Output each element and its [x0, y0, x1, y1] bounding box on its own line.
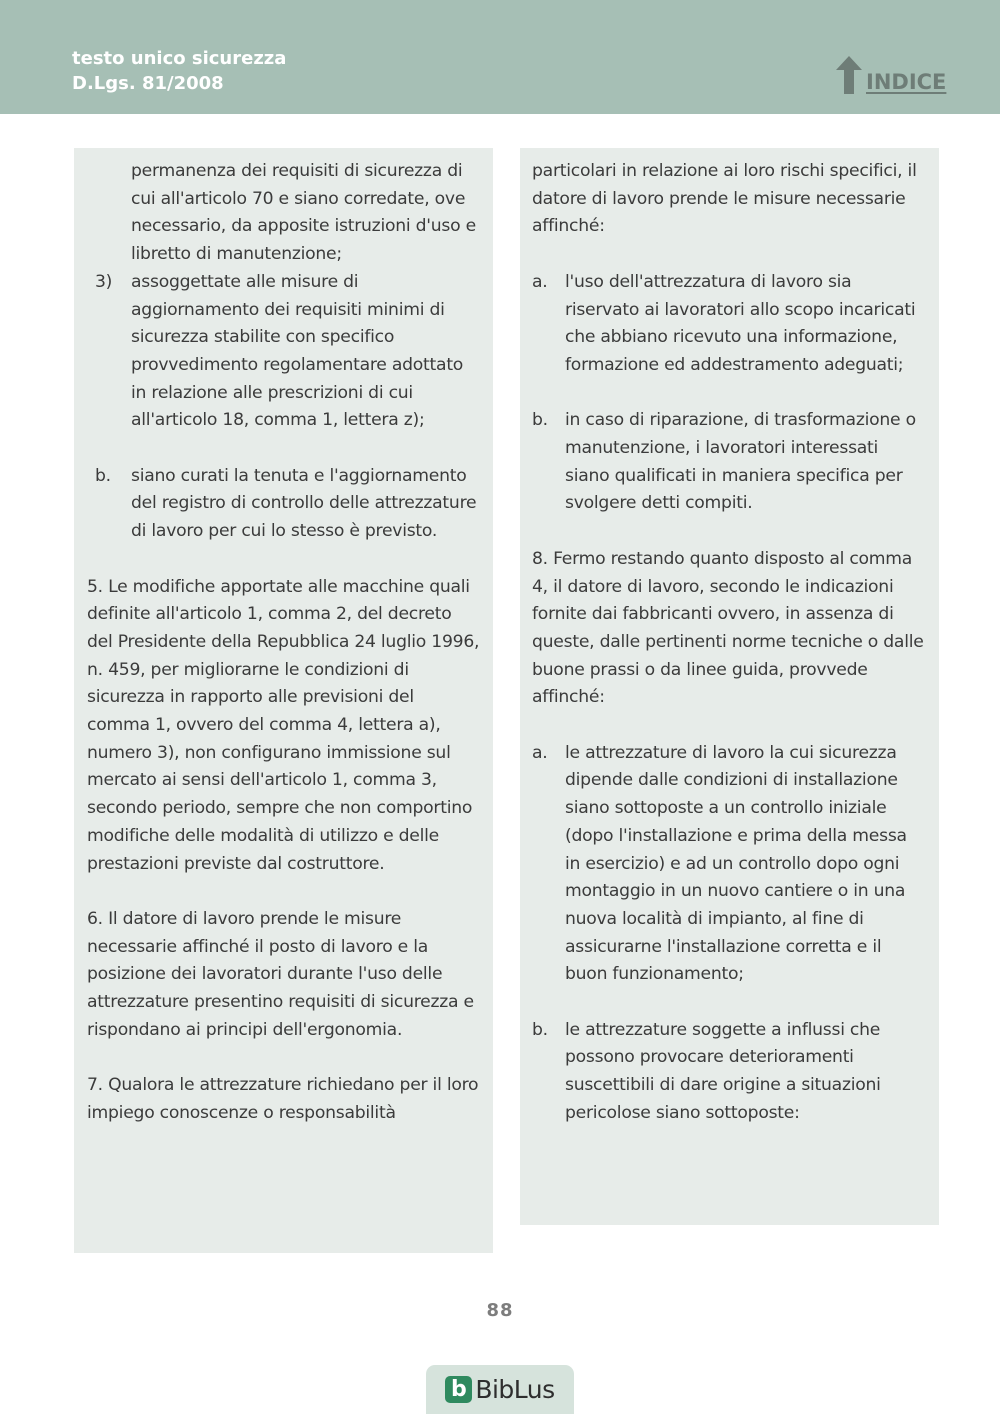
list-marker: b.: [532, 1019, 548, 1040]
biblus-logo: [426, 1365, 574, 1414]
list-item-8a: [532, 740, 927, 989]
list-item-8b: [532, 1017, 927, 1128]
document-title-line1: testo unico sicurezza: [72, 48, 287, 69]
paragraph-7-continued: particolari in relazione ai loro rischi specifici, il datore di lavoro prende le misure necessarie affinché:: [532, 161, 917, 237]
list-marker: b.: [95, 465, 111, 486]
page-header: [0, 0, 1000, 114]
paragraph-5: 5. Le modifiche apportate alle macchine quali definite all'articolo 1, comma 2, del decreto del Presidente della Repubblica 24 luglio 1996, n. 459, per migliorarne le condizioni di sicurezza in rapporto alle previsioni del comma 1, ovvero del comma 4, lettera a), numero 3), non configurano immissione sul mercato ai sensi dell'articolo 1, comma 3, secondo periodo, sempre che non comportino modifiche delle modalità di utilizzo e delle prestazioni previste dal costruttore.: [87, 576, 480, 874]
list-item-text: siano curati la tenuta e l'aggiornamento del registro di controllo delle attrezzature di lavoro per cui lo stesso è previsto.: [131, 465, 477, 542]
document-title-line2: D.Lgs. 81/2008: [72, 73, 224, 94]
list-item-text: le attrezzature soggette a influssi che possono provocare deterioramenti suscettibili di dare origine a situazioni pericolose siano sottoposte:: [565, 1019, 881, 1123]
continued-item-text: permanenza dei requisiti di sicurezza di cui all'articolo 70 e siano corredate, ove necessario, da apposite istruzioni d'uso e libretto di manutenzione;: [131, 161, 476, 265]
list-item-text: assoggettate alle misure di aggiornamento dei requisiti minimi di sicurezza stabilite con specifico provvedimento regolamentare adottato in relazione alle prescrizioni di cui all'articolo 18, comma 1, lettera z);: [131, 271, 464, 431]
biblus-logo-icon: b: [445, 1376, 472, 1403]
list-marker: a.: [532, 271, 548, 292]
index-link[interactable]: [836, 54, 946, 94]
list-item-3: [87, 269, 481, 435]
list-marker: b.: [532, 410, 548, 431]
document-title: [72, 46, 286, 96]
left-column: [74, 148, 493, 1253]
list-item-7b: [532, 407, 927, 518]
index-label: INDICE: [866, 70, 947, 94]
list-item-text: in caso di riparazione, di trasformazione o manutenzione, i lavoratori interessati siano qualificati in maniera specifica per svolgere detti compiti.: [565, 410, 916, 514]
list-item-b: [87, 463, 481, 546]
list-item-text: le attrezzature di lavoro la cui sicurezza dipende dalle condizioni di installazione siano sottoposte a un controllo iniziale (dopo l'installazione e prima della messa in esercizio) e ad un controllo dopo ogni montaggio in un nuovo cantiere o in una nuova località di impianto, al fine di assicurarne l'installazione corretta e il buon funzionamento;: [565, 742, 907, 985]
list-marker: a.: [532, 742, 548, 763]
paragraph-6: 6. Il datore di lavoro prende le misure necessarie affinché il posto di lavoro e la posizione dei lavoratori durante l'uso delle attrezzature presentino requisiti di sicurezza e rispondano ai principi dell'ergonomia.: [87, 908, 474, 1040]
page-number: 88: [486, 1300, 514, 1321]
arrow-up-icon: [836, 56, 862, 94]
paragraph-7: 7. Qualora le attrezzature richiedano per il loro impiego conoscenze o responsabilità: [87, 1075, 479, 1123]
list-item-text: l'uso dell'attrezzatura di lavoro sia riservato ai lavoratori allo scopo incaricati che abbiano ricevuto una informazione, formazione ed addestramento adeguati;: [565, 271, 916, 375]
list-marker: 3): [95, 271, 113, 292]
list-item-7a: [532, 269, 927, 380]
logo-text: BibLus: [475, 1375, 555, 1404]
right-column: [520, 148, 939, 1225]
paragraph-8: 8. Fermo restando quanto disposto al comma 4, il datore di lavoro, secondo le indicazioni fornite dai fabbricanti ovvero, in assenza di queste, dalle pertinenti norme tecniche o dalle buone prassi o da linee guida, provvede affinché:: [532, 548, 924, 708]
